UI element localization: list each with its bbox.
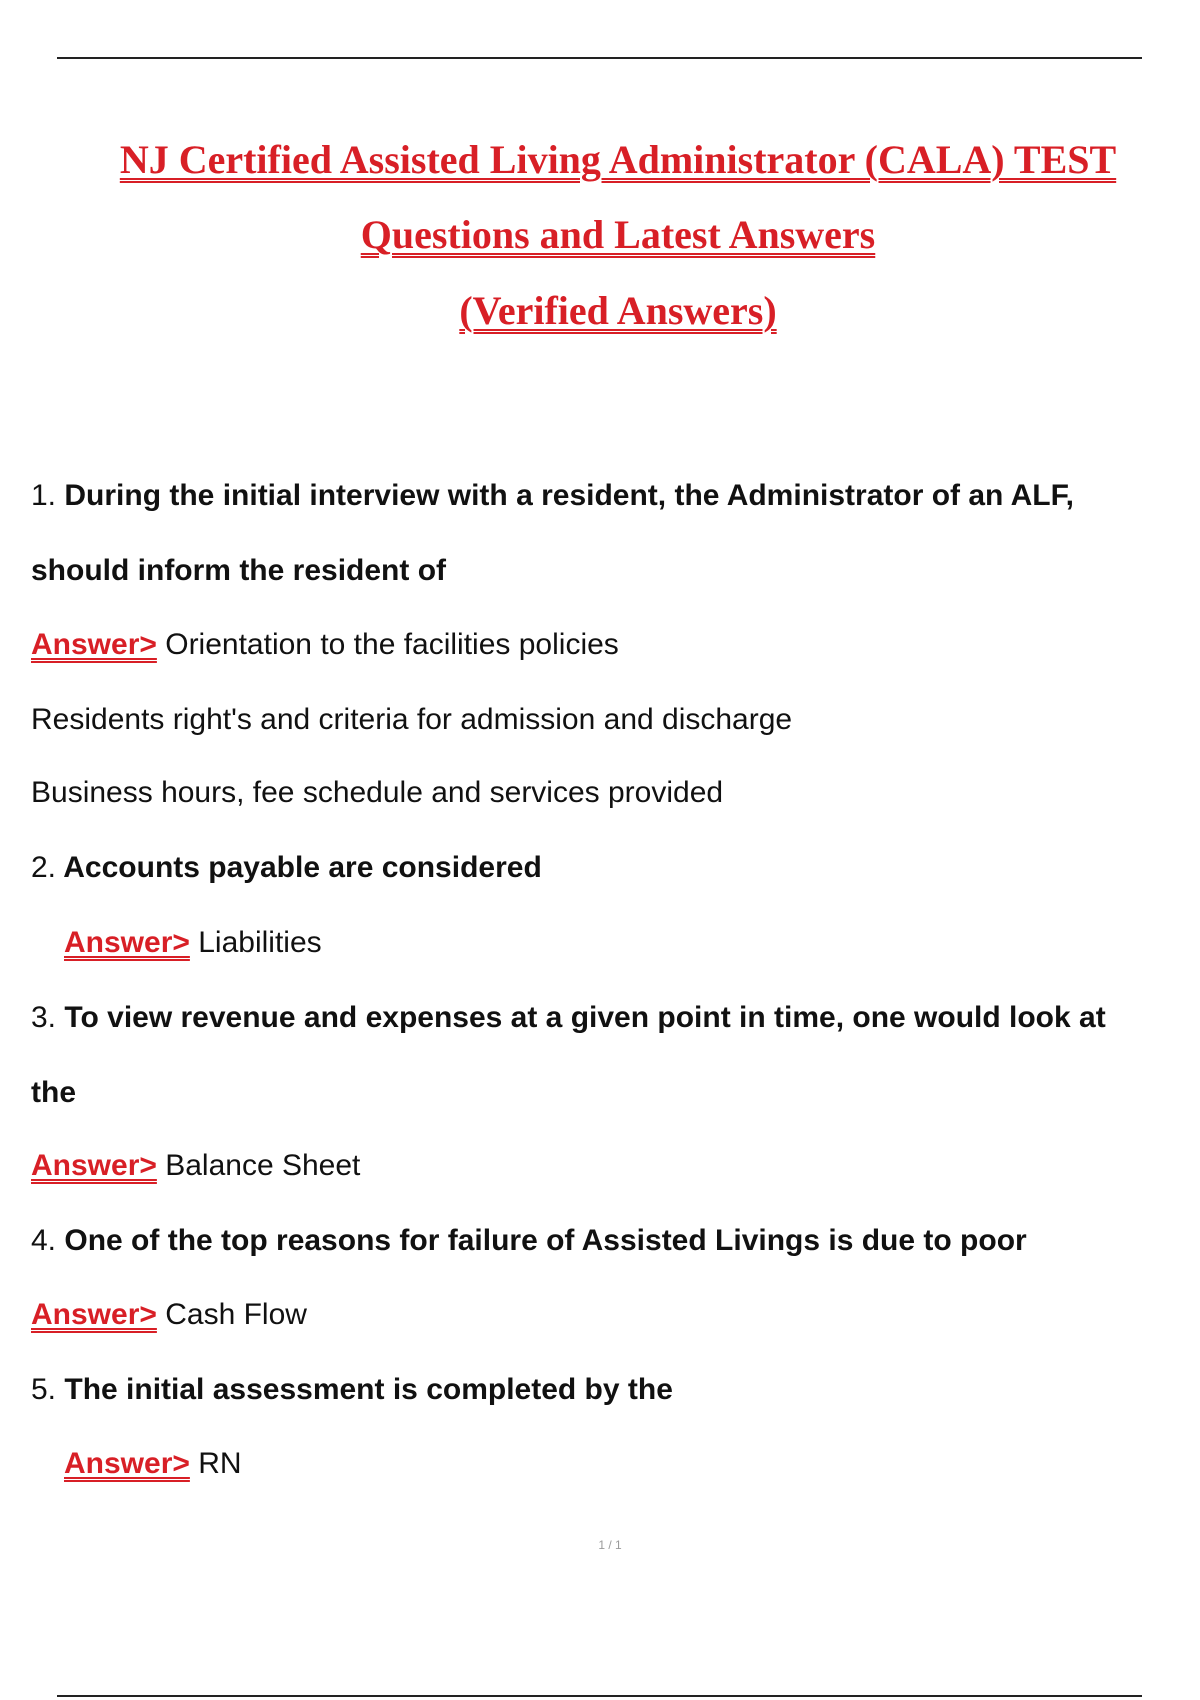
question-text: should inform the resident of bbox=[31, 554, 447, 587]
answer-2 bbox=[64, 926, 322, 960]
answer-5 bbox=[64, 1447, 242, 1481]
question-number: 1. bbox=[31, 479, 57, 512]
answer-1-line-3 bbox=[31, 776, 723, 810]
answer-text: Business hours, fee schedule and services provided bbox=[31, 776, 724, 809]
answer-text: Liabilities bbox=[198, 926, 322, 959]
question-text: During the initial interview with a resident, the Administrator of an ALF, bbox=[64, 479, 1074, 512]
question-text: Accounts payable are considered bbox=[63, 851, 542, 884]
question-number: 2. bbox=[31, 851, 57, 884]
answer-text: Cash Flow bbox=[165, 1298, 307, 1331]
answer-1-line-2 bbox=[31, 703, 792, 737]
document-title-line-1: NJ Certified Assisted Living Administrator (CALA) TEST bbox=[119, 137, 1117, 182]
answer-label: Answer> bbox=[31, 1298, 157, 1331]
document-title-line-2: Questions and Latest Answers bbox=[360, 212, 876, 257]
question-number: 3. bbox=[31, 1001, 57, 1034]
page-number: 1 / 1 bbox=[598, 1538, 622, 1552]
question-number: 4. bbox=[31, 1224, 57, 1257]
question-1 bbox=[31, 479, 1074, 513]
answer-label: Answer> bbox=[31, 1149, 157, 1182]
top-rule bbox=[57, 57, 1142, 59]
answer-label: Answer> bbox=[64, 1447, 190, 1480]
question-2 bbox=[31, 851, 542, 885]
question-text: To view revenue and expenses at a given point in time, one would look at bbox=[64, 1001, 1106, 1034]
answer-4 bbox=[31, 1298, 307, 1332]
answer-3 bbox=[31, 1149, 360, 1183]
answer-1 bbox=[31, 628, 619, 662]
bottom-rule bbox=[57, 1695, 1142, 1697]
answer-text: Residents right's and criteria for admission and discharge bbox=[31, 703, 793, 736]
question-3 bbox=[31, 1001, 1106, 1035]
answer-text: Orientation to the facilities policies bbox=[165, 628, 619, 661]
question-text: The initial assessment is completed by the bbox=[64, 1373, 673, 1406]
question-text: the bbox=[31, 1076, 76, 1109]
question-5 bbox=[31, 1373, 673, 1407]
answer-label: Answer> bbox=[31, 628, 157, 661]
question-text: One of the top reasons for failure of Assisted Livings is due to poor bbox=[64, 1224, 1027, 1257]
question-1-continued bbox=[31, 554, 446, 588]
document-title-line-3: (Verified Answers) bbox=[459, 288, 777, 333]
question-3-continued bbox=[31, 1076, 76, 1110]
question-number: 5. bbox=[31, 1373, 57, 1406]
answer-text: RN bbox=[198, 1447, 242, 1480]
answer-text: Balance Sheet bbox=[165, 1149, 361, 1182]
answer-label: Answer> bbox=[64, 926, 190, 959]
question-4 bbox=[31, 1224, 1027, 1258]
